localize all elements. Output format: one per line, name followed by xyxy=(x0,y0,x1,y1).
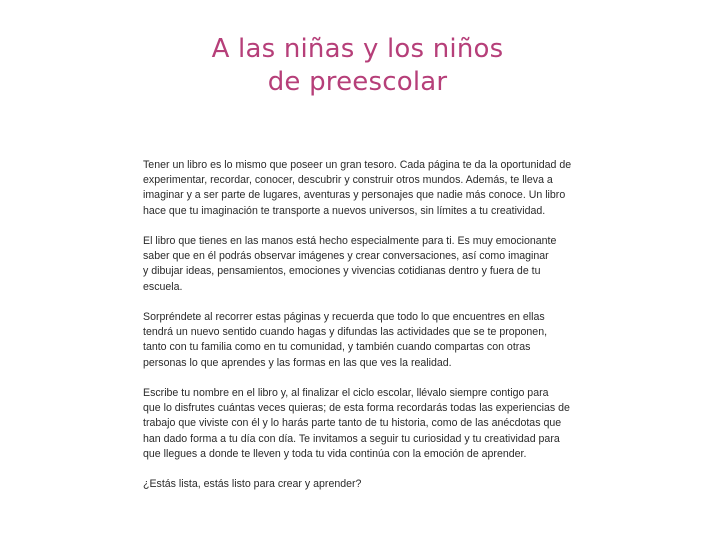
paragraph-4 xyxy=(143,386,573,462)
text-line: imaginar y a ser parte de lugares, aventuras y personajes que nadie más conoce. Un libro xyxy=(143,189,566,202)
text-line: saber que en él podrás observar imágenes y crear conversaciones, así como imaginar xyxy=(143,250,549,263)
paragraph-1 xyxy=(143,158,573,219)
body-text xyxy=(143,158,573,508)
text-line: tendrá un nuevo sentido cuando hagas y difundas las actividades que se te proponen, xyxy=(143,326,548,339)
text-line: y dibujar ideas, pensamientos, emociones y vivencias cotidianas dentro y fuera de tu xyxy=(143,265,541,278)
paragraph-3 xyxy=(143,310,573,371)
text-line: Tener un libro es lo mismo que poseer un gran tesoro. Cada página te da la oportunidad de xyxy=(143,159,572,171)
text-line: El libro que tienes en las manos está hecho especialmente para ti. Es muy emocionante xyxy=(143,235,557,247)
text-line: Escribe tu nombre en el libro y, al finalizar el ciclo escolar, llévalo siempre contigo para xyxy=(143,387,549,399)
paragraph-5 xyxy=(143,477,573,492)
text-line: experimentar, recordar, conocer, descubrir y construir otros mundos. Además, te lleva a xyxy=(143,174,553,187)
text-line: trabajo que viviste con él y lo harás parte tanto de tu historia, como de las anécdotas que xyxy=(143,417,562,430)
text-line: que llegues a donde te lleven y toda tu vida continúa con la emoción de aprender. xyxy=(143,447,527,460)
paragraph-2 xyxy=(143,234,573,295)
text-line: Sorpréndete al recorrer estas páginas y recuerda que todo lo que encuentres en ellas xyxy=(143,311,545,323)
page-title-line-2: de preescolar xyxy=(267,67,448,97)
text-line: escuela. xyxy=(143,280,183,293)
text-line: que lo disfrutes cuántas veces quieras; de esta forma recordarás todas las experiencias de xyxy=(143,402,570,415)
text-line: tanto con tu familia como en tu comunidad, y también cuando compartas con otras xyxy=(143,341,531,354)
text-line: personas lo que aprendes y las formas en las que ves la realidad. xyxy=(143,356,452,369)
page-title xyxy=(0,33,715,99)
text-line: ¿Estás lista, estás listo para crear y aprender? xyxy=(143,478,362,491)
page-title-line-1: A las niñas y los niños xyxy=(211,34,504,64)
text-line: hace que tu imaginación te transporte a nuevos universos, sin límites a tu creatividad. xyxy=(143,204,546,217)
text-line: han dado forma a tu día con día. Te invitamos a seguir tu curiosidad y tu creatividad para xyxy=(143,432,560,445)
